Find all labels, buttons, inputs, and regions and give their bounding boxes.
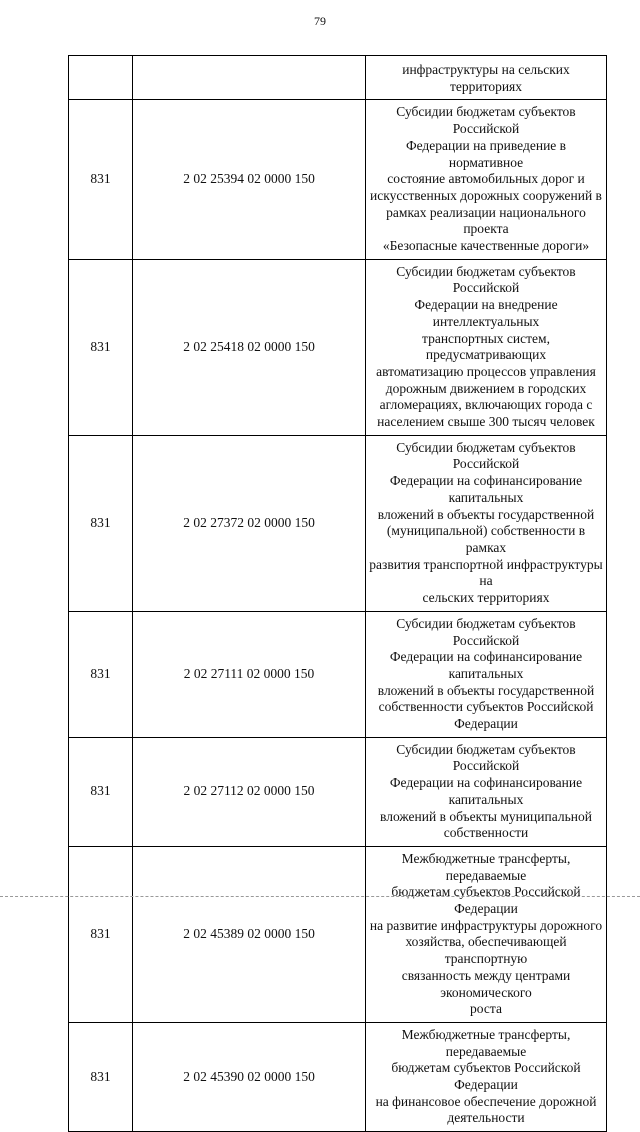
description-line: Федерации на софинансирование капитальных bbox=[389, 473, 583, 505]
table-row bbox=[69, 435, 607, 611]
description-line: Субсидии бюджетам субъектов Российской bbox=[396, 439, 576, 472]
description-cell bbox=[366, 611, 607, 737]
description-line: Субсидии бюджетам субъектов Российской bbox=[396, 615, 576, 648]
table-body bbox=[69, 56, 607, 1132]
page-number: 79 bbox=[314, 14, 326, 28]
budget-code-cell: 2 02 27372 02 0000 150 bbox=[133, 435, 366, 611]
table-row bbox=[69, 100, 607, 259]
table-row bbox=[69, 611, 607, 737]
description-line: «Безопасные качественные дороги» bbox=[382, 238, 590, 254]
description-cell bbox=[366, 100, 607, 259]
description-line: Межбюджетные трансферты, передаваемые bbox=[401, 850, 571, 883]
description-line: вложений в объекты государственной bbox=[377, 506, 595, 522]
budget-code-cell: 2 02 45390 02 0000 150 bbox=[133, 1022, 366, 1131]
description-line: транспортных систем, предусматривающих bbox=[422, 330, 550, 363]
page-bottom-edge bbox=[0, 896, 640, 897]
admin-code-cell: 831 bbox=[69, 435, 133, 611]
description-line: Федерации на внедрение интеллектуальных bbox=[414, 297, 558, 329]
description-line: на развитие инфраструктуры дорожного bbox=[369, 917, 603, 933]
budget-code-cell: 2 02 27111 02 0000 150 bbox=[133, 611, 366, 737]
budget-code-cell: 2 02 25394 02 0000 150 bbox=[133, 100, 366, 259]
budget-code-cell: 2 02 27112 02 0000 150 bbox=[133, 737, 366, 846]
description-line: сельских территориях bbox=[422, 590, 550, 606]
description-line: на финансовое обеспечение дорожной bbox=[375, 1093, 597, 1109]
description-line: инфраструктуры на сельских территориях bbox=[402, 62, 570, 94]
description-line: населением свыше 300 тысяч человек bbox=[377, 414, 595, 430]
description-line: хозяйства, обеспечивающей транспортную bbox=[405, 934, 567, 967]
description-line: бюджетам субъектов Российской Федерации bbox=[391, 884, 581, 917]
description-line: Федерации на приведение в нормативное bbox=[405, 137, 567, 170]
budget-code-cell: 2 02 45389 02 0000 150 bbox=[133, 846, 366, 1022]
description-cell bbox=[366, 259, 607, 435]
description-line: развития транспортной инфраструктуры на bbox=[369, 556, 603, 589]
table-row bbox=[69, 1022, 607, 1131]
description-line: рамках реализации национального проекта bbox=[386, 204, 586, 237]
description-cell bbox=[366, 737, 607, 846]
table-row bbox=[69, 737, 607, 846]
description-line: Субсидии бюджетам субъектов Российской bbox=[396, 104, 576, 137]
description-line: вложений в объекты государственной bbox=[377, 682, 595, 698]
description-line: Межбюджетные трансферты, передаваемые bbox=[401, 1026, 571, 1059]
description-line: Федерации bbox=[454, 716, 518, 732]
description-line: связанность между центрами экономического bbox=[401, 967, 571, 1000]
description-line: вложений в объекты муниципальной bbox=[380, 808, 592, 824]
description-line: Субсидии бюджетам субъектов Российской bbox=[396, 263, 576, 296]
admin-code-cell: 831 bbox=[69, 846, 133, 1022]
description-line: искусственных дорожных сооружений в bbox=[370, 187, 602, 203]
description-line: бюджетам субъектов Российской Федерации bbox=[391, 1060, 581, 1093]
table-row bbox=[69, 56, 607, 100]
table-row bbox=[69, 846, 607, 1022]
description-line: автоматизацию процессов управления bbox=[376, 363, 596, 379]
description-line: роста bbox=[470, 1001, 502, 1017]
description-line: дорожным движением в городских bbox=[385, 380, 587, 396]
description-line: Федерации на софинансирование капитальных bbox=[389, 775, 583, 807]
description-cell bbox=[366, 56, 607, 100]
description-line: агломерациях, включающих города с bbox=[379, 397, 593, 413]
table-row bbox=[69, 259, 607, 435]
admin-code-cell: 831 bbox=[69, 1022, 133, 1131]
description-cell bbox=[366, 846, 607, 1022]
admin-code-cell: 831 bbox=[69, 737, 133, 846]
admin-code-cell: 831 bbox=[69, 259, 133, 435]
description-line: деятельности bbox=[447, 1110, 525, 1126]
description-cell bbox=[366, 1022, 607, 1131]
admin-code-cell bbox=[69, 56, 133, 100]
admin-code-cell: 831 bbox=[69, 611, 133, 737]
budget-code-cell bbox=[133, 56, 366, 100]
description-line: состояние автомобильных дорог и bbox=[387, 171, 585, 187]
description-line: (муниципальной) собственности в рамках bbox=[386, 523, 586, 555]
budget-code-cell: 2 02 25418 02 0000 150 bbox=[133, 259, 366, 435]
admin-code-cell: 831 bbox=[69, 100, 133, 259]
budget-codes-table bbox=[68, 55, 607, 1132]
description-line: Федерации на софинансирование капитальных bbox=[389, 649, 583, 681]
description-line: Субсидии бюджетам субъектов Российской bbox=[396, 741, 576, 774]
description-line: собственности субъектов Российской bbox=[378, 699, 594, 715]
description-cell bbox=[366, 435, 607, 611]
description-line: собственности bbox=[443, 825, 529, 841]
